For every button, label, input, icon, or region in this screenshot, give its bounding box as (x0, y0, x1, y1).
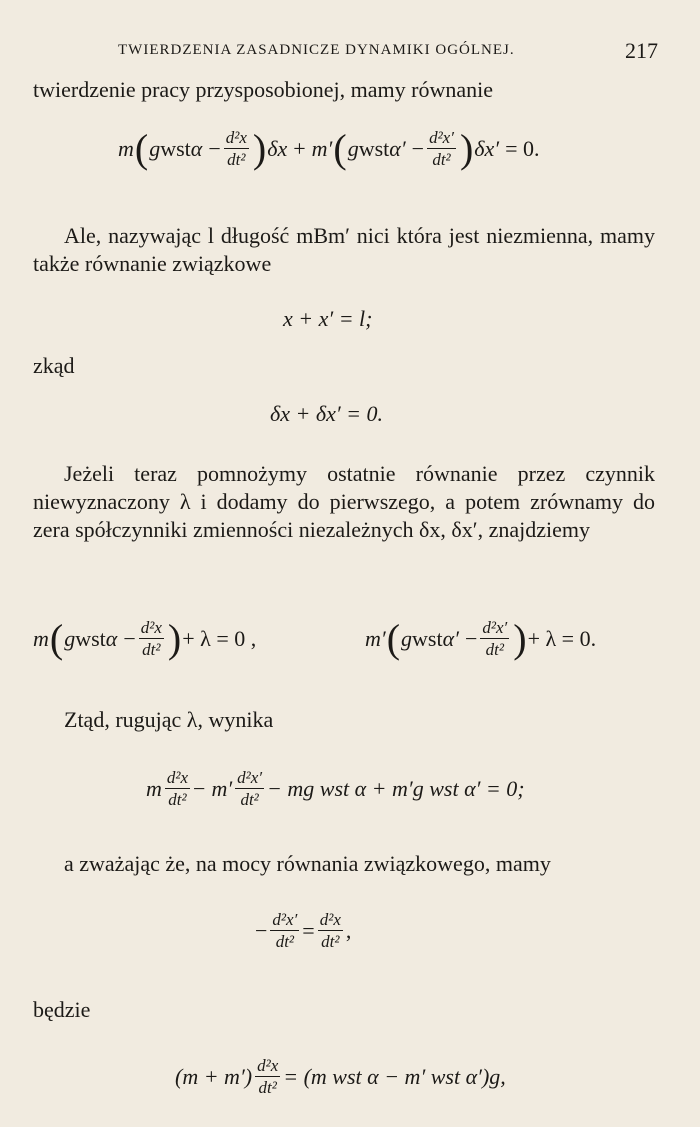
eq4a-paren-open: ( (49, 615, 64, 661)
eq6-minus: − (255, 917, 268, 943)
eq4a-alpha: α (105, 625, 118, 651)
eq1-minus: − (208, 135, 221, 161)
eq1-equals: = 0. (505, 135, 540, 161)
eq4a-fraction (139, 618, 164, 659)
eq1-fraction-1 (224, 128, 249, 169)
eq6-fraction-2 (318, 910, 343, 951)
paragraph-5: Ztąd, rugując λ, wynika (64, 707, 274, 732)
eq1-frac1-numerator: d²x (225, 128, 247, 147)
eq7-denominator: dt² (258, 1078, 277, 1097)
paragraph-3: zkąd (33, 353, 75, 378)
eq1-g: g (149, 135, 161, 161)
eq1-alpha: α (190, 135, 203, 161)
eq6-comma: , (345, 917, 352, 943)
eq4b-paren-open: ( (386, 615, 401, 661)
eq7-lhs: (m + m′) (175, 1063, 253, 1089)
equation-lagrange-1 (33, 615, 257, 661)
equation-lagrange-2 (365, 615, 597, 661)
eq7-numerator: d²x (257, 1056, 279, 1075)
paragraph-7: będzie (33, 997, 91, 1022)
eq5-mass: m (146, 775, 162, 801)
eq1-frac1-denominator: dt² (227, 150, 246, 169)
eq1-paren-close-2: ) (459, 125, 474, 171)
eq5-mass-prime: m′ (211, 775, 233, 801)
eq1-g-2: g (347, 135, 359, 161)
eq1-mass-m-prime: m′ (311, 135, 333, 161)
eq1-plus: + (293, 135, 306, 161)
eq1-wst: wst (160, 135, 191, 161)
eq5-frac2-denominator: dt² (240, 790, 259, 809)
equation-variation: δx + δx′ = 0. (270, 401, 383, 426)
eq6-fraction-1 (270, 910, 299, 951)
paragraph-6: a zważając że, na mocy równania związkowego, mamy (64, 851, 551, 876)
equation-constraint: x + x′ = l; (283, 306, 373, 331)
eq5-minus: − (193, 775, 206, 801)
eq4a-tail: + λ = 0 , (182, 625, 257, 651)
eq1-alpha-prime: α′ (389, 135, 406, 161)
eq6-equals: = (302, 917, 315, 943)
eq1-frac2-numerator: d²x′ (429, 128, 454, 147)
eq1-delta-x-prime: δx′ (474, 135, 500, 161)
eq5-frac1-denominator: dt² (168, 790, 187, 809)
eq4b-mass: m′ (365, 625, 386, 651)
eq5-rest: − mg wst α + m′g wst α′ = 0; (267, 775, 525, 801)
eq4a-paren-close: ) (167, 615, 182, 661)
paragraph-1: twierdzenie pracy przysposobionej, mamy równanie (33, 77, 494, 102)
paragraph-4: Jeżeli teraz pomnożymy ostatnie równanie przez czynnik niewyznaczony λ i dodamy do pierwszego, a potem zrównamy do zera spółczynniki zmienności niezależnych δx, δx′, znajdziemy (33, 461, 655, 542)
eq5-frac1-numerator: d²x (166, 768, 189, 787)
eq1-delta-x: δx (267, 135, 288, 161)
eq1-minus-2: − (411, 135, 425, 161)
eq4b-minus: − (464, 625, 478, 651)
eq7-fraction (255, 1056, 280, 1097)
eq5-fraction-1 (165, 768, 190, 809)
eq1-fraction-2 (427, 128, 456, 169)
page-header (118, 38, 658, 68)
eq4b-wst: wst (412, 625, 443, 651)
running-title: TWIERDZENIA ZASADNICZE DYNAMIKI OGÓLNEJ. (118, 42, 515, 58)
page-number: 217 (625, 38, 658, 63)
paragraph-2: Ale, nazywając l długość mBm′ nici która jest niezmienna, mamy także równanie związkowe (33, 223, 655, 276)
eq4a-mass: m (33, 625, 49, 651)
eq1-paren-open-2: ( (333, 125, 347, 171)
eq4b-paren-close: ) (513, 615, 527, 661)
eq1-paren-open: ( (134, 125, 149, 171)
eq6-frac1-denominator: dt² (275, 932, 295, 951)
eq5-fraction-2 (235, 768, 264, 809)
eq4b-tail: + λ = 0. (527, 625, 597, 651)
equation-work (118, 125, 540, 171)
eq6-frac2-numerator: d²x (319, 910, 341, 929)
eq4b-g: g (401, 625, 413, 651)
eq6-frac1-numerator: d²x′ (272, 910, 298, 929)
eq1-wst-2: wst (358, 135, 390, 161)
eq4b-alpha: α′ (442, 625, 459, 651)
eq4a-denominator: dt² (142, 640, 161, 659)
eq4a-g: g (64, 625, 76, 651)
equation-acceleration-relation (255, 910, 351, 951)
equation-result (175, 1056, 506, 1097)
eq6-frac2-denominator: dt² (321, 932, 340, 951)
eq7-rhs: = (m wst α − m′ wst α′)g, (283, 1063, 506, 1089)
eq5-frac2-numerator: d²x′ (237, 768, 263, 787)
eq4a-numerator: d²x (140, 618, 162, 637)
equation-eliminated (146, 768, 525, 809)
eq4a-minus: − (123, 625, 136, 651)
eq4b-numerator: d²x′ (482, 618, 508, 637)
eq4a-wst: wst (75, 625, 106, 651)
eq4b-fraction (480, 618, 509, 659)
eq1-frac2-denominator: dt² (432, 150, 451, 169)
eq1-paren-close: ) (252, 125, 267, 171)
eq4b-denominator: dt² (485, 640, 504, 659)
eq1-mass-m: m (118, 135, 134, 161)
